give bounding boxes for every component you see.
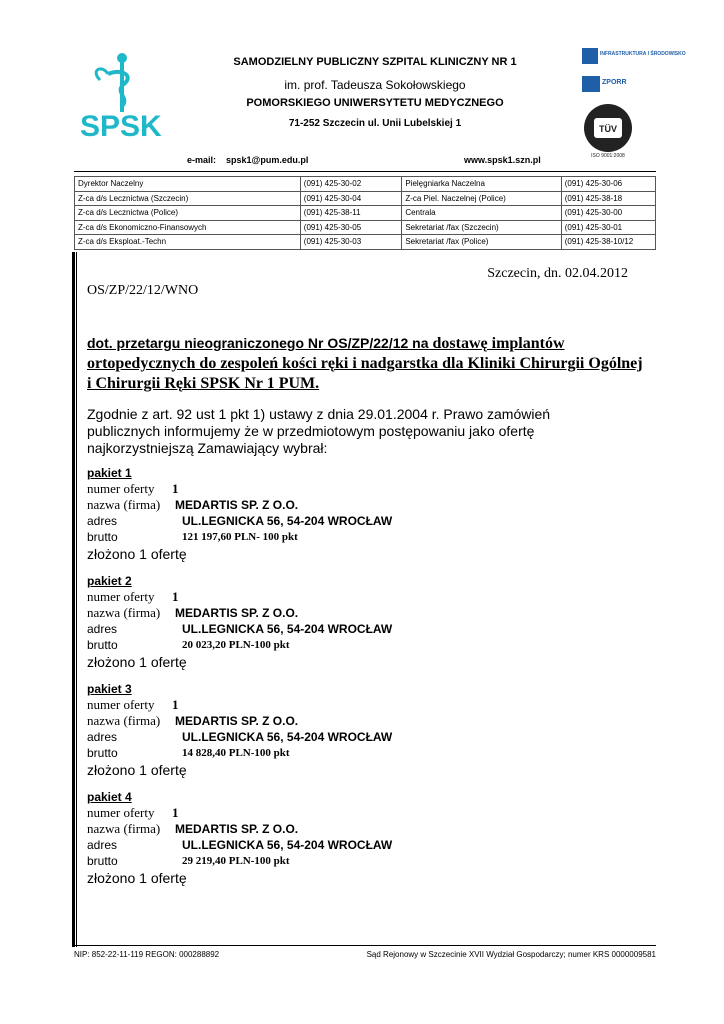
firm-label: nazwa (firma) xyxy=(87,605,161,620)
contact-table-row xyxy=(75,220,656,235)
svg-text:ISO 9001:2008: ISO 9001:2008 xyxy=(591,153,625,159)
subject-part1: dot. przetargu nieograniczonego Nr OS/ZP/22/12 na xyxy=(87,335,429,351)
offer-number-value: 1 xyxy=(172,589,179,604)
firm-label: nazwa (firma) xyxy=(87,821,161,836)
contact-table-row xyxy=(75,235,656,250)
package-block xyxy=(87,573,647,671)
contact-role: Sekretariat /fax (Police) xyxy=(402,235,561,250)
package-block xyxy=(87,789,647,887)
logo-text: SPSK xyxy=(80,110,162,143)
footer-divider xyxy=(74,945,656,946)
gross-value: 20 023,20 PLN-100 pkt xyxy=(182,639,290,651)
offer-number-label: numer oferty xyxy=(87,481,155,496)
offer-count: złożono 1 ofertę xyxy=(87,870,187,886)
email-label: e-mail: xyxy=(187,155,217,165)
contact-phone: (091) 425-30-02 xyxy=(300,177,402,192)
hospital-address: 71-252 Szczecin ul. Unii Lubelskiej 1 xyxy=(288,118,462,129)
website-address[interactable]: www.spsk1.szn.pl xyxy=(464,155,541,165)
svg-text:INFRASTRUKTURA I ŚRODOWISKO: INFRASTRUKTURA I ŚRODOWISKO xyxy=(600,51,686,57)
address-label: adres xyxy=(87,622,118,636)
package-block xyxy=(87,465,647,563)
contact-table-row xyxy=(75,177,656,192)
address-label: adres xyxy=(87,514,118,528)
contact-role: Z-ca d/s Lecznictwa (Police) xyxy=(75,206,301,221)
contact-role: Sekretariat /fax (Szczecin) xyxy=(402,220,561,235)
left-margin-bar xyxy=(72,252,75,947)
offer-number-value: 1 xyxy=(172,697,179,712)
svg-text:TÜV: TÜV xyxy=(599,124,617,134)
footer-court-registry: Sąd Rejonowy w Szczecinie XVII Wydział Gospodarczy; numer KRS 0000009581 xyxy=(366,950,656,959)
contact-role: Z-ca d/s Ekonomiczno-Finansowych xyxy=(75,220,301,235)
contact-role: Z-ca Piel. Naczelnej (Police) xyxy=(402,191,561,206)
firm-label: nazwa (firma) xyxy=(87,713,161,728)
offer-number-label: numer oferty xyxy=(87,805,155,820)
contact-phone: (091) 425-30-06 xyxy=(561,177,655,192)
left-margin-bar-thin xyxy=(76,252,77,947)
offer-count: złożono 1 ofertę xyxy=(87,654,187,670)
offer-number-label: numer oferty xyxy=(87,697,155,712)
offer-number-value: 1 xyxy=(172,805,179,820)
package-block xyxy=(87,681,647,779)
contact-role: Z-ca d/s Lecznictwa (Szczecin) xyxy=(75,191,301,206)
contact-table xyxy=(74,176,656,250)
gross-label: brutto xyxy=(87,638,118,652)
footer-tax-ids: NIP: 852-22-11-119 REGON: 000288892 xyxy=(74,950,220,959)
offer-number-value: 1 xyxy=(172,481,179,496)
contact-phone: (091) 425-38-11 xyxy=(300,206,402,221)
email-address[interactable]: spsk1@pum.edu.pl xyxy=(226,155,309,165)
package-title: pakiet 1 xyxy=(87,466,132,480)
letter-subject xyxy=(87,333,647,394)
letter-intro: Zgodnie z art. 92 ust 1 pkt 1) ustawy z dnia 29.01.2004 r. Prawo zamówień publicznych informujemy że w przedmiotowym postępowaniu jako ofertę najkorzystniejszą Zamawiający wybrał: xyxy=(87,406,551,456)
firm-label: nazwa (firma) xyxy=(87,497,161,512)
address-label: adres xyxy=(87,838,118,852)
firm-value: MEDARTIS SP. Z O.O. xyxy=(175,822,299,836)
contact-table-row xyxy=(75,191,656,206)
contact-phone: (091) 425-38-18 xyxy=(561,191,655,206)
infrastructure-badge xyxy=(580,46,686,73)
contact-role: Centrala xyxy=(402,206,561,221)
header-divider xyxy=(74,171,656,172)
letter-date: Szczecin, dn. 02.04.2012 xyxy=(487,266,628,281)
contact-phone: (091) 425-30-03 xyxy=(300,235,402,250)
contact-role: Dyrektor Naczelny xyxy=(75,177,301,192)
offer-number-label: numer oferty xyxy=(87,589,155,604)
package-title: pakiet 2 xyxy=(87,574,132,588)
gross-value: 121 197,60 PLN- 100 pkt xyxy=(182,531,298,543)
zporr-badge xyxy=(580,74,650,101)
firm-value: MEDARTIS SP. Z O.O. xyxy=(175,498,299,512)
gross-value: 29 219,40 PLN-100 pkt xyxy=(182,855,290,867)
letter-reference: OS/ZP/22/12/WNO xyxy=(87,283,199,298)
gross-label: brutto xyxy=(87,530,118,544)
contact-phone: (091) 425-30-00 xyxy=(561,206,655,221)
hospital-patron: im. prof. Tadeusza Sokołowskiego xyxy=(284,78,466,92)
offer-count: złożono 1 ofertę xyxy=(87,762,187,778)
firm-value: MEDARTIS SP. Z O.O. xyxy=(175,714,299,728)
tuv-badge xyxy=(582,102,638,163)
gross-label: brutto xyxy=(87,746,118,760)
contact-table-row xyxy=(75,206,656,221)
contact-phone: (091) 425-30-01 xyxy=(561,220,655,235)
svg-text:ZPORR: ZPORR xyxy=(602,79,627,86)
contact-phone: (091) 425-30-04 xyxy=(300,191,402,206)
address-value: UL.LEGNICKA 56, 54-204 WROCŁAW xyxy=(182,622,393,636)
address-label: adres xyxy=(87,730,118,744)
address-value: UL.LEGNICKA 56, 54-204 WROCŁAW xyxy=(182,514,393,528)
contact-phone: (091) 425-30-05 xyxy=(300,220,402,235)
contact-role: Pielęgniarka Naczelna xyxy=(402,177,561,192)
offer-count: złożono 1 ofertę xyxy=(87,546,187,562)
address-value: UL.LEGNICKA 56, 54-204 WROCŁAW xyxy=(182,730,393,744)
package-title: pakiet 3 xyxy=(87,682,132,696)
university-name: POMORSKIEGO UNIWERSYTETU MEDYCZNEGO xyxy=(246,97,504,109)
hospital-name: SAMODZIELNY PUBLICZNY SZPITAL KLINICZNY NR 1 xyxy=(233,56,517,68)
gross-value: 14 828,40 PLN-100 pkt xyxy=(182,747,290,759)
firm-value: MEDARTIS SP. Z O.O. xyxy=(175,606,299,620)
hospital-logo xyxy=(78,50,170,142)
gross-label: brutto xyxy=(87,854,118,868)
subject-part2: dostawę implantów ortopedycznych do zespoleń kości ręki i nadgarstka dla Kliniki Chirurgii Ogólnej i Chirurgii Ręki SPSK Nr 1 PUM. xyxy=(87,335,643,392)
address-value: UL.LEGNICKA 56, 54-204 WROCŁAW xyxy=(182,838,393,852)
email-line xyxy=(187,155,308,165)
contact-phone: (091) 425-38-10/12 xyxy=(561,235,655,250)
package-title: pakiet 4 xyxy=(87,790,132,804)
contact-role: Z-ca d/s Eksploat.-Techn xyxy=(75,235,301,250)
